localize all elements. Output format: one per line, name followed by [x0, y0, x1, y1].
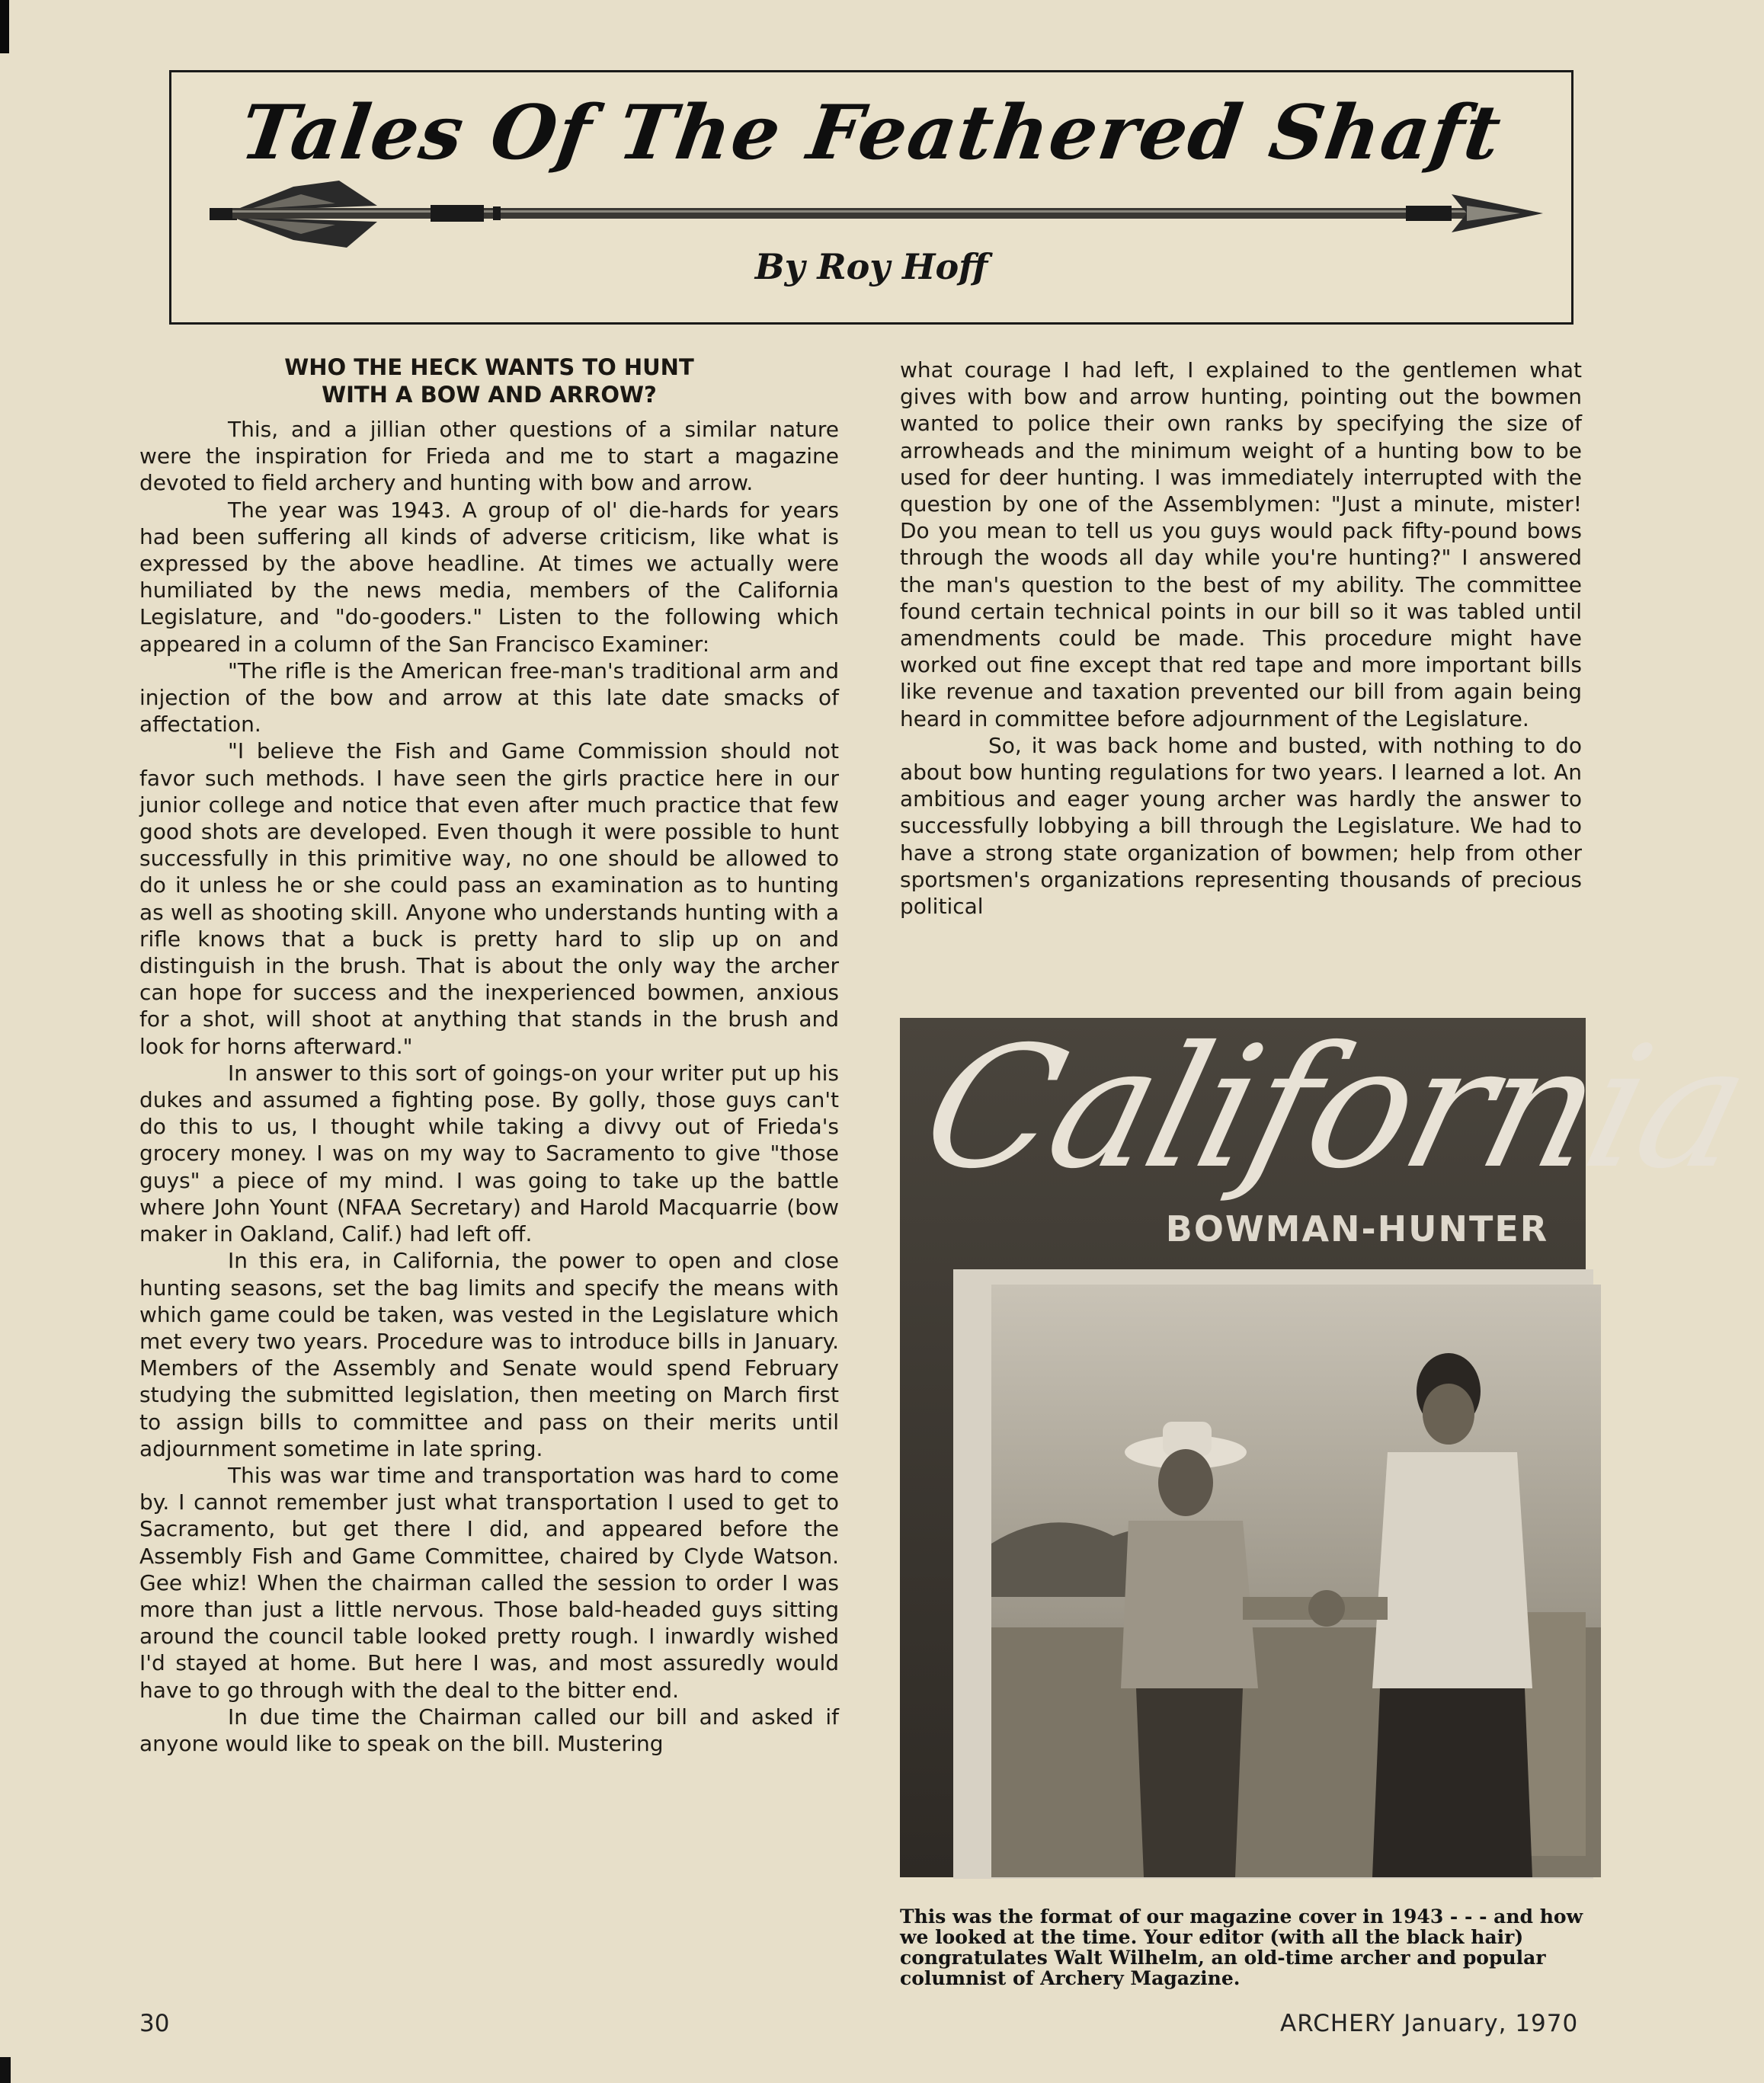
paragraph: In due time the Chairman called our bill and asked if anyone would like to speak on the bill. Mustering	[139, 1704, 839, 1756]
paragraph: "The rifle is the American free-man's traditional arm and injection of the bow and arrow at this late date smacks of affectation.	[139, 658, 839, 738]
paragraph: In this era, in California, the power to open and close hunting seasons, set the bag limits and specify the means with which game could be taken, was vested in the Legislature which met every two years. Procedure was to introduce bills in January. Members of the Assembly and Senate would spend February studying the submitted legislation, then meeting on March first to assign bills to committee and pass on their merits until adjournment sometime in late spring.	[139, 1248, 839, 1461]
page-edge-mark	[0, 0, 9, 53]
feature-title: Tales Of The Feathered Shaft	[235, 89, 1507, 177]
page-edge-mark-bottom	[0, 2057, 11, 2083]
paragraph: "I believe the Fish and Game Commission should not favor such methods. I have seen the girls practice here in our junior college and notice that even after much practice that few good shots are developed. Even though it were possible to hunt successfully in this primitive way, no one should be allowed to do it unless he or she could pass an examination as to hunting as well as shooting skill. Anyone who understands hunting with a rifle knows that a buck is pretty hard to slip up on and distinguish in the brush. That is about the only way the archer can hope for success and the inexperienced bowmen, anxious for a shot, will shoot at anything that stands in the brush and look for horns afterward."	[139, 738, 839, 1059]
byline: By Roy Hoff	[754, 246, 988, 287]
article-headline-line-2: WITH A BOW AND ARROW?	[322, 382, 657, 408]
paragraph: So, it was back home and busted, with nothing to do about bow hunting regulations for two years. I learned a lot. An ambitious and eager young archer was hardly the answer to successfully lobbying a bill through the Legislature. We had to have a strong state organization of bowmen; help from other sportsmen's organizations representing thousands of precious political	[900, 732, 1582, 920]
article-right-column	[900, 357, 1582, 920]
paragraph: The year was 1943. A group of ol' die-hards for years had been suffering all kinds of adverse criticism, like what is expressed by the above headline. At times we actually were humiliated by the news media, members of the California Legislature, and "do-gooders." Listen to the following which appeared in a column of the San Francisco Examiner:	[139, 497, 839, 657]
paragraph: what courage I had left, I explained to the gentlemen what gives with bow and arrow hunting, pointing out the bowmen wanted to police their own ranks by specifying the size of arrowheads and the minimum weight of a hunting bow to be used for deer hunting. I was immediately interrupted with the question by one of the Assemblymen: "Just a minute, mister! Do you mean to tell us you guys would pack fifty-pound bows through the woods all day while you're hunting?" I answered the man's question to the best of my ability. The committee found certain technical points in our bill so it was tabled until amendments could be made. This procedure might have worked out fine except that red tape and more important bills like revenue and taxation prevented our bill from again being heard in committee before adjournment of the Legislature.	[900, 357, 1582, 731]
photo-caption: This was the format of our magazine cover in 1943 - - - and how we looked at the time. Your editor (with all the black hair) congratulates Walt Wilhelm, an old-time archer and popular columnist of Archery Magazine.	[900, 1905, 1583, 1989]
publication-footer: ARCHERY January, 1970	[1280, 2010, 1579, 2037]
paragraph: This, and a jillian other questions of a similar nature were the inspiration for Frieda and me to start a magazine devoted to field archery and hunting with bow and arrow.	[139, 417, 839, 496]
article-left-column	[139, 354, 839, 1757]
header-box	[169, 70, 1574, 325]
paragraph: In answer to this sort of goings-on your writer put up his dukes and assumed a fighting pose. By golly, those guys can't do this to us, I thought while taking a divvy out of Frieda's grocery money. I was on my way to Sacramento to give "those guys" a piece of my mind. I was going to take up the battle where John Yount (NFAA Secretary) and Harold Macquarrie (bow maker in Oakland, Calif.) had left off.	[139, 1060, 839, 1247]
magazine-title-word: California	[906, 1010, 1764, 1205]
magazine-subtitle: BOWMAN-HUNTER	[1165, 1208, 1549, 1249]
arrow-illustration	[202, 164, 1566, 255]
article-headline-line-1: WHO THE HECK WANTS TO HUNT	[284, 354, 694, 380]
page-number: 30	[139, 2010, 170, 2037]
magazine-cover-photo	[900, 1010, 1764, 1877]
paragraph: This was war time and transportation was hard to come by. I cannot remember just what transportation I used to get to Sacramento, but get there I did, and appeared before the Assembly Fish and Game Committee, chaired by Clyde Watson. Gee whiz! When the chairman called the session to order I was more than just a little nervous. Those bald-headed guys sitting around the council table looked pretty rough. I inwardly wished I'd stayed at home. But here I was, and most assuredly would have to go through with the deal to the bitter end.	[139, 1462, 839, 1703]
